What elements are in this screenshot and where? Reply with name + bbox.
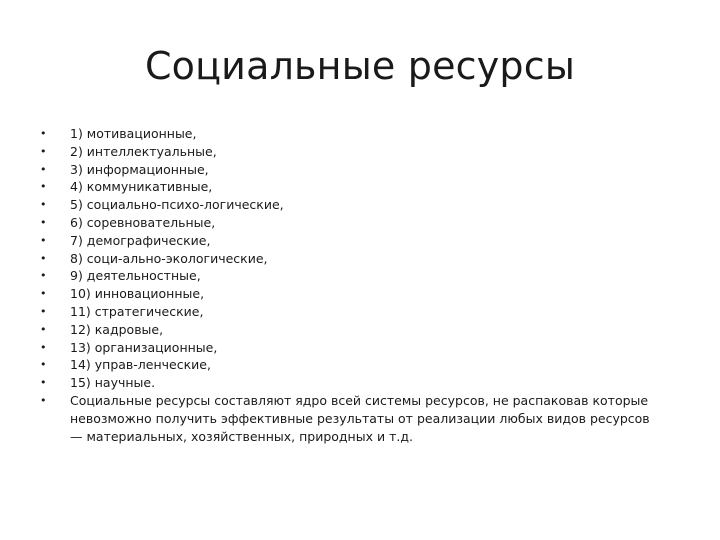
list-item-text: 7) демографические, (70, 232, 211, 248)
summary-text: Социальные ресурсы составляют ядро всей системы ресурсов, не распаковав которые невозможно получить эффективные результаты от реализации любых видов ресурсов — материальных, хозяйственных, природных и т.д. (70, 392, 650, 444)
list-item (40, 232, 660, 250)
list-item-text: 4) коммуникативные, (70, 179, 213, 195)
bullet-icon: • (40, 340, 47, 354)
list-item-text: 6) соревновательные, (70, 214, 216, 230)
list-item (40, 374, 660, 392)
list-item-text: 1) мотивационные, (70, 126, 197, 141)
bullet-icon: • (40, 376, 47, 390)
bullet-icon: • (40, 162, 47, 176)
list-item-text: 13) организационные, (70, 339, 218, 355)
bullet-icon: • (40, 269, 47, 283)
bullet-icon: • (40, 215, 47, 229)
list-item (40, 321, 660, 339)
list-item-text: 10) инновационные, (70, 286, 205, 302)
bullet-icon: • (40, 358, 47, 372)
slide-title: Социальные ресурсы (144, 44, 576, 88)
list-item (40, 303, 660, 321)
list-item (40, 196, 660, 214)
list-item (40, 161, 660, 179)
list-item-text: 9) деятельностные, (70, 268, 201, 284)
list-item (40, 285, 660, 303)
list-item (40, 267, 660, 285)
list-item-text: 8) соци-ально-экологические, (70, 250, 268, 266)
list-item-text: 2) интеллектуальные, (70, 143, 217, 159)
summary-item (40, 392, 660, 445)
list-item-text: 11) стратегические, (70, 303, 204, 319)
list-item (40, 214, 660, 232)
list-item (40, 356, 660, 374)
list-item (40, 250, 660, 268)
bullet-icon: • (40, 393, 47, 407)
bullet-icon: • (40, 322, 47, 336)
list-item (40, 178, 660, 196)
list-item (40, 339, 660, 357)
bullet-list (40, 125, 660, 445)
list-item (40, 125, 660, 143)
bullet-icon: • (40, 127, 47, 140)
list-item-text: 15) научные. (70, 375, 156, 391)
list-item-text: 5) социально-психо-логические, (70, 197, 284, 213)
list-item (40, 143, 660, 161)
list-item-text: 12) кадровые, (70, 321, 164, 337)
bullet-icon: • (40, 287, 47, 301)
bullet-icon: • (40, 198, 47, 212)
bullet-icon: • (40, 251, 47, 265)
bullet-icon: • (40, 233, 47, 247)
list-item-text: 3) информационные, (70, 161, 209, 177)
bullet-icon: • (40, 180, 47, 194)
bullet-icon: • (40, 304, 47, 318)
list-item-text: 14) управ-ленческие, (70, 357, 211, 373)
bullet-icon: • (40, 144, 47, 158)
